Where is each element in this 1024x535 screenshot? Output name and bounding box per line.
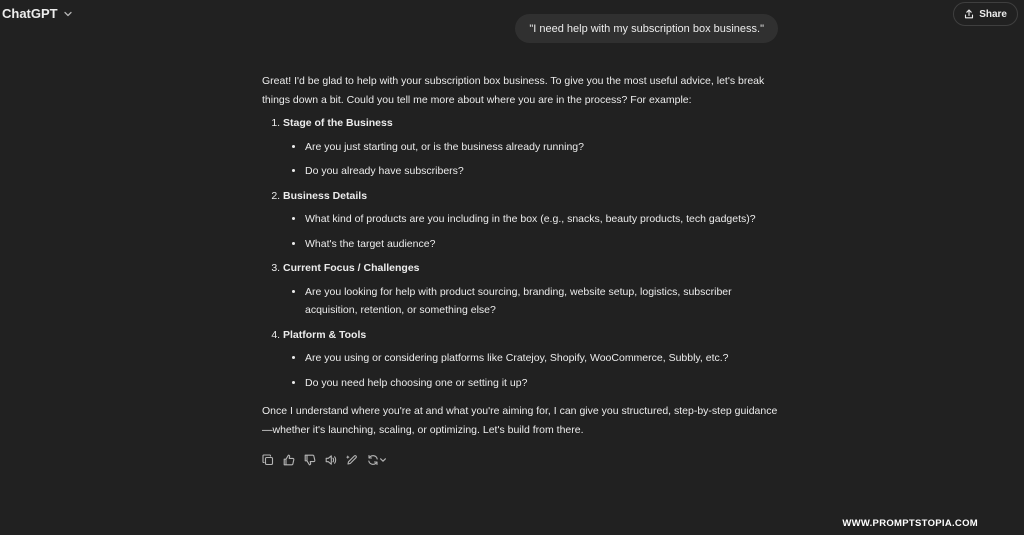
chevron-down-icon bbox=[63, 9, 73, 19]
bullet-list bbox=[283, 138, 784, 181]
section-title: Platform & Tools bbox=[283, 328, 367, 341]
bullet-item: • Are you just starting out, or is the business already running? bbox=[305, 138, 784, 157]
copy-icon bbox=[262, 454, 274, 466]
section-title: Stage of the Business bbox=[283, 117, 393, 129]
user-message-bubble bbox=[515, 14, 778, 43]
message-actions bbox=[260, 452, 389, 467]
watermark-text: WWW.PROMPTSTOPIA.COM bbox=[842, 518, 978, 529]
bullet-item: • What's the target audience? bbox=[305, 235, 784, 254]
section-item bbox=[283, 114, 784, 181]
bullet-item: • Do you need help choosing one or setting it up? bbox=[305, 374, 784, 393]
edit-canvas-icon bbox=[346, 454, 358, 466]
model-picker[interactable] bbox=[2, 6, 73, 21]
assistant-closing: Once I understand where you're at and what you're aiming for, I can give you structured, step-by-step guidance—whether it's launching, scaling, or optimizing. Let's build from there. bbox=[262, 405, 778, 436]
section-title: Business Details bbox=[283, 189, 368, 202]
bullet-item: • What kind of products are you including in the box (e.g., snacks, beauty products, tech gadgets)? bbox=[305, 210, 784, 229]
model-name: ChatGPT bbox=[2, 6, 58, 21]
regenerate-icon bbox=[367, 454, 379, 466]
bullet-list bbox=[283, 349, 784, 392]
thumbs-down-button[interactable] bbox=[302, 452, 317, 467]
thumbs-up-icon bbox=[283, 454, 295, 466]
thumbs-down-icon bbox=[304, 454, 316, 466]
read-aloud-icon bbox=[325, 454, 337, 466]
regenerate-button[interactable] bbox=[365, 452, 389, 467]
assistant-intro: Great! I'd be glad to help with your subscription box business. To give you the most useful advice, let's break things down a bit. Could you tell me more about where you are in the process? For example: bbox=[262, 75, 765, 106]
section-item bbox=[283, 187, 784, 254]
bullet-item: • Do you already have subscribers? bbox=[305, 162, 784, 181]
section-item bbox=[283, 259, 784, 320]
thumbs-up-button[interactable] bbox=[281, 452, 296, 467]
share-label: Share bbox=[979, 8, 1007, 20]
share-button[interactable] bbox=[953, 2, 1018, 26]
bullet-list bbox=[283, 283, 784, 320]
section-title: Current Focus / Challenges bbox=[283, 262, 420, 274]
bullet-item: • Are you looking for help with product sourcing, branding, website setup, logistics, subscriber acquisition, retention, or something else? bbox=[305, 283, 784, 320]
bullet-list bbox=[283, 210, 784, 253]
assistant-message bbox=[262, 72, 784, 439]
user-message-text: "I need help with my subscription box business." bbox=[529, 22, 764, 35]
section-list bbox=[262, 114, 784, 392]
share-icon bbox=[964, 9, 974, 19]
top-bar bbox=[0, 0, 1024, 30]
bullet-item: • Are you using or considering platforms like Cratejoy, Shopify, WooCommerce, Subbly, etc.? bbox=[305, 349, 784, 368]
chevron-down-icon bbox=[379, 456, 387, 464]
read-aloud-button[interactable] bbox=[323, 452, 338, 467]
section-item bbox=[283, 326, 784, 393]
edit-canvas-button[interactable] bbox=[344, 452, 359, 467]
copy-button[interactable] bbox=[260, 452, 275, 467]
